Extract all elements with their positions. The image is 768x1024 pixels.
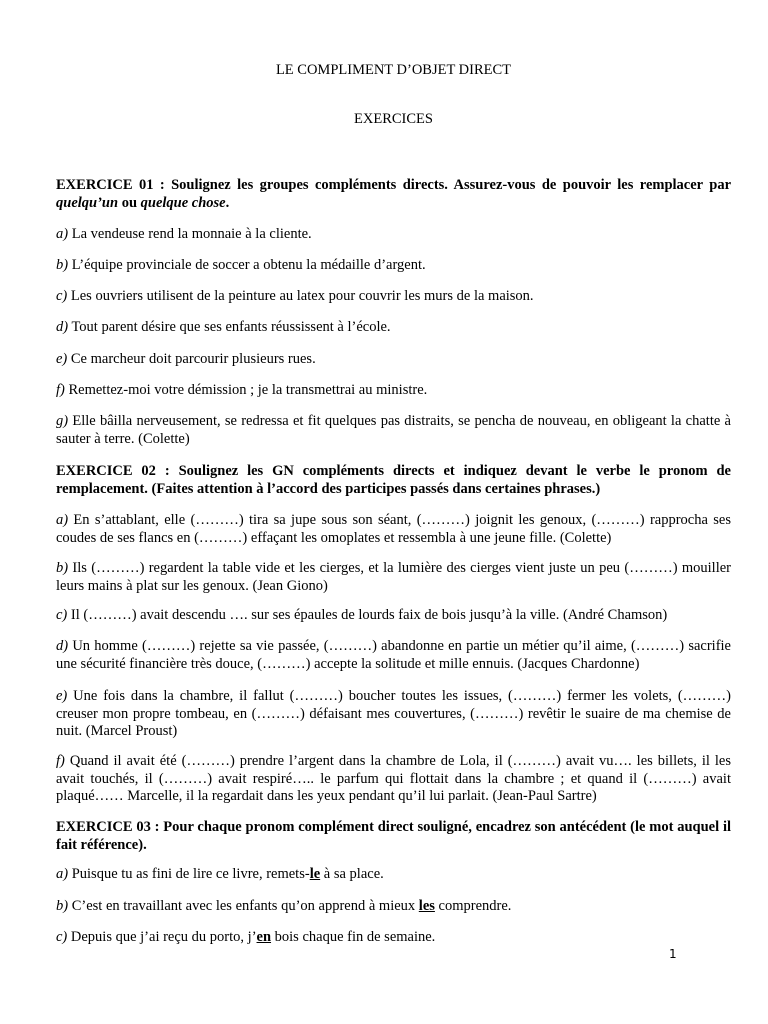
- item-marker: a): [56, 512, 69, 528]
- exercise-2-label: EXERCICE 02 :: [56, 463, 170, 479]
- exercise-1-item-g: [56, 413, 731, 448]
- page-subtitle: EXERCICES: [354, 111, 433, 127]
- item-text: Ils (………) regardent la table vide et les cierges, et la lumière des cierges vient juste un peu (………) mouiller leurs mains à plat sur les genoux. (Jean Giono): [56, 560, 731, 594]
- exercise-1-heading: [56, 177, 731, 212]
- item-marker: c): [56, 929, 68, 945]
- item-text-before: Depuis que j’ai reçu du porto, j’: [67, 929, 257, 945]
- item-marker: b): [56, 257, 69, 273]
- item-marker: a): [56, 866, 69, 882]
- exercise-2-item-c: [56, 607, 731, 625]
- page-title: LE COMPLIMENT D’OBJET DIRECT: [275, 62, 512, 78]
- exercise-1-instruction-end: .: [225, 194, 230, 211]
- item-text: Elle bâilla nerveusement, se redressa et fit quelques pas distraits, se pencha de nouveau, en obligeant la chatte à sauter à terre. (Colette): [56, 413, 731, 447]
- exercise-1-item-f: [56, 382, 731, 400]
- item-text-after: comprendre.: [434, 898, 512, 914]
- item-marker: g): [56, 413, 69, 429]
- exercise-3-item-a: [56, 866, 731, 884]
- exercise-2-item-f: [56, 753, 731, 806]
- exercise-1-item-b: [56, 257, 731, 275]
- page-number: 1: [669, 947, 677, 961]
- item-text: Tout parent désire que ses enfants réussissent à l’école.: [68, 319, 391, 335]
- exercise-1-em-someone: quelqu’un: [56, 194, 119, 211]
- exercise-2-item-b: [56, 560, 731, 595]
- item-marker: f): [56, 753, 65, 769]
- item-marker: c): [56, 607, 68, 623]
- underlined-pronoun: les: [418, 898, 435, 914]
- exercise-2-item-a: [56, 512, 731, 547]
- item-marker: f): [56, 382, 65, 398]
- exercise-2-item-d: [56, 638, 731, 673]
- exercise-2-item-e: [56, 688, 731, 741]
- underlined-pronoun: en: [256, 929, 272, 945]
- item-marker: d): [56, 638, 69, 654]
- exercise-3-instruction: Pour chaque pronom complément direct souligné, encadrez son antécédent (le mot auquel il fait référence).: [56, 819, 732, 853]
- exercise-3-label: EXERCICE 03 :: [56, 819, 160, 835]
- exercise-1-instruction: Soulignez les groupes compléments directs. Assurez-vous de pouvoir les remplacer par: [164, 177, 732, 193]
- exercise-1-label: EXERCICE 01 :: [56, 177, 165, 193]
- item-text: En s’attablant, elle (………) tira sa jupe sous son séant, (………) joignit les genoux, (………) rapprocha ses coudes de ses flancs en (………) effaçant les omoplates et ressembla à une jeune fille. (Colette): [56, 512, 731, 546]
- exercise-1-item-c: [56, 288, 731, 306]
- exercise-1-item-d: [56, 319, 731, 337]
- item-text: Un homme (………) rejette sa vie passée, (………) abandonne en partie un métier qu’il aime, (………) sacrifie une sécurité financière très douce, (………) accepte la solitude et mille ennuis. (Jacques Chardonne): [56, 638, 731, 672]
- exercise-2-instruction: Soulignez les GN compléments directs et indiquez devant le verbe le pronom de remplacement. (Faites attention à l’accord des participes passés dans certaines phrases.): [56, 463, 731, 497]
- exercise-2-heading: [56, 463, 731, 498]
- item-text-before: Puisque tu as fini de lire ce livre, remets-: [68, 866, 310, 882]
- item-marker: b): [56, 560, 69, 576]
- item-text: Une fois dans la chambre, il fallut (………) boucher toutes les issues, (………) fermer les volets, (………) creuser mon propre tombeau, en (………) défaisant mes couvertures, (………) revêtir le suaire de ma chemise de nuit. (Marcel Proust): [56, 688, 731, 739]
- item-text: Ce marcheur doit parcourir plusieurs rues.: [67, 351, 316, 367]
- item-marker: e): [56, 688, 68, 704]
- item-text-before: C’est en travaillant avec les enfants qu’on apprend à mieux: [68, 898, 419, 914]
- exercise-1-item-e: [56, 351, 731, 369]
- item-text: Quand il avait été (………) prendre l’argent dans la chambre de Lola, il (………) avait vu…. les billets, il les avait touchés, il (………) avait respiré….. le parfum qui flottait dans la chambre ; et quand il (………) avait plaqué…… Marcelle, il la regardait dans les yeux pendant qu’il lui parlait. (Jean-Paul Sartre): [56, 753, 731, 804]
- item-text: Remettez-moi votre démission ; je la transmettrai au ministre.: [64, 382, 428, 398]
- exercise-3-item-c: [56, 929, 731, 947]
- item-text-after: bois chaque fin de semaine.: [271, 929, 436, 945]
- exercise-3-item-b: [56, 898, 731, 916]
- item-marker: b): [56, 898, 69, 914]
- item-marker: e): [56, 351, 68, 367]
- exercise-1-item-a: [56, 226, 731, 244]
- item-text: Les ouvriers utilisent de la peinture au latex pour couvrir les murs de la maison.: [67, 288, 534, 304]
- item-text: L’équipe provinciale de soccer a obtenu la médaille d’argent.: [68, 257, 426, 273]
- item-text-after: à sa place.: [320, 866, 384, 882]
- underlined-pronoun: le: [309, 866, 321, 882]
- item-marker: a): [56, 226, 69, 242]
- item-text: Il (………) avait descendu …. sur ses épaules de lourds faix de bois jusqu’à la ville. (André Chamson): [67, 607, 668, 623]
- exercise-1-instruction-mid: ou: [118, 194, 141, 211]
- item-text: La vendeuse rend la monnaie à la cliente.: [68, 226, 312, 242]
- item-marker: d): [56, 319, 69, 335]
- exercise-1-em-something: quelque chose: [140, 194, 226, 211]
- item-marker: c): [56, 288, 68, 304]
- exercise-3-heading: [56, 819, 731, 854]
